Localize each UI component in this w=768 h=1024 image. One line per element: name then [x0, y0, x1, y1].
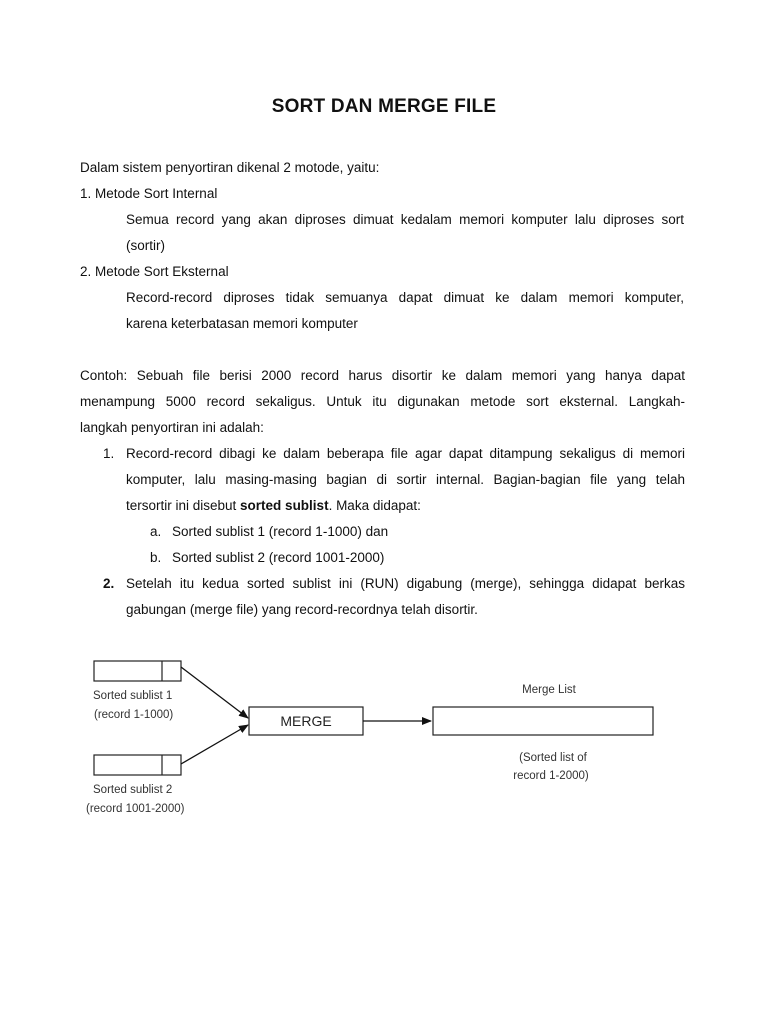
step-2-line1: Setelah itu kedua sorted sublist ini (RUN) digabung (merge), sehingga didapat berkas — [126, 576, 685, 591]
method-2-heading: 2. Metode Sort Eksternal — [80, 264, 229, 279]
sublist-1-label-line1: Sorted sublist 1 — [93, 690, 173, 702]
sublist-1-box — [94, 661, 181, 681]
method-1-heading: 1. Metode Sort Internal — [80, 186, 218, 201]
method-1-desc-line2: (sortir) — [126, 238, 165, 253]
subitem-b-letter: b. — [150, 550, 162, 565]
step-1-line3-pre: tersortir ini disebut — [126, 498, 241, 513]
merge-list-box — [433, 707, 653, 735]
subitem-b-text: Sorted sublist 2 (record 1001-2000) — [172, 550, 385, 565]
sort-merge-diagram — [0, 640, 768, 830]
example-line1: Contoh: Sebuah file berisi 2000 record harus disortir ke dalam memori yang hanya dapat — [80, 368, 685, 383]
merge-list-label: Merge List — [522, 684, 576, 696]
step-1-line3-post: . Maka didapat: — [328, 498, 421, 513]
arrow-sublist-2-to-merge — [181, 725, 248, 764]
intro-text: Dalam sistem penyortiran dikenal 2 motode, yaitu: — [80, 160, 380, 175]
sublist-1-label-line2: (record 1-1000) — [94, 709, 174, 721]
sublist-2-box — [94, 755, 181, 775]
example-line2: menampung 5000 record sekaligus. Untuk itu digunakan metode sort eksternal. Langkah- — [80, 394, 685, 409]
method-2-desc-line2: karena keterbatasan memori komputer — [126, 316, 358, 331]
step-1-line3 — [126, 497, 421, 515]
merge-label: MERGE — [280, 713, 332, 729]
step-1-line2: komputer, lalu masing-masing bagian di sortir internal. Bagian-bagian file yang telah — [126, 472, 685, 487]
sublist-2-label-line1: Sorted sublist 2 — [93, 784, 173, 796]
sorted-sublist-term: sorted sublist — [240, 498, 329, 513]
step-2-line2: gabungan (merge file) yang record-recordnya telah disortir. — [126, 602, 478, 617]
step-1-line1: Record-record dibagi ke dalam beberapa file agar dapat ditampung sekaligus di memori — [126, 446, 685, 461]
method-1-desc-line1: Semua record yang akan diproses dimuat kedalam memori komputer lalu diproses sort — [126, 212, 684, 227]
result-label-line1: (Sorted list of — [519, 752, 587, 764]
subitem-a-letter: a. — [150, 524, 162, 539]
arrow-sublist-1-to-merge — [181, 667, 248, 718]
example-line3: langkah penyortiran ini adalah: — [80, 420, 264, 435]
step-1-number: 1. — [103, 446, 115, 461]
step-2-number: 2. — [103, 576, 115, 591]
subitem-a-text: Sorted sublist 1 (record 1-1000) dan — [172, 524, 389, 539]
method-2-desc-line1: Record-record diproses tidak semuanya dapat dimuat ke dalam memori komputer, — [126, 290, 684, 305]
page-title: SORT DAN MERGE FILE — [271, 96, 497, 117]
sublist-2-label-line2: (record 1001-2000) — [86, 803, 185, 815]
result-label-line2: record 1-2000) — [513, 770, 589, 782]
